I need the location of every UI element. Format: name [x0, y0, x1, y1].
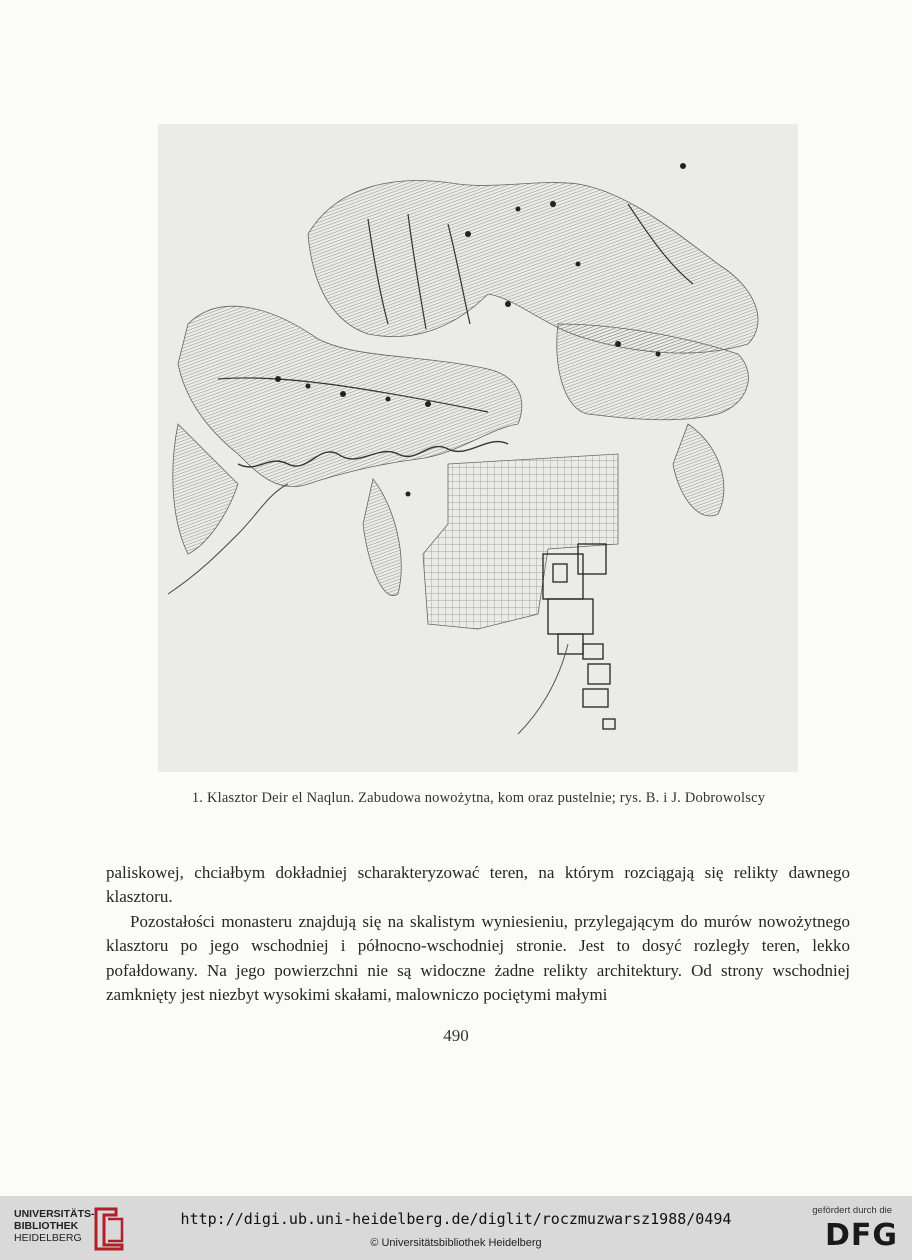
viewer-footer	[0, 1196, 912, 1260]
library-name-line3: HEIDELBERG	[14, 1232, 82, 1244]
paragraph-continuation: paliskowej, chciałbym dokładniej scharakteryzować teren, na którym rozciągają się relikty dawnego klasztoru.	[106, 863, 850, 907]
funding-note: gefördert durch die	[812, 1205, 892, 1216]
copyright-notice: © Universitätsbibliothek Heidelberg	[370, 1237, 542, 1249]
body-text	[106, 861, 850, 1007]
figure-caption: 1. Klasztor Deir el Naqlun. Zabudowa nowożytna, kom oraz pustelnie; rys. B. i J. Dobrowolscy	[191, 790, 766, 806]
dfg-logo[interactable]: DFG	[824, 1218, 898, 1253]
paragraph: Pozostałości monasteru znajdują się na skalistym wyniesieniu, przylegającym do murów nowożytnego klasztoru po jego wschodniej i północno-wschodniej stronie. Jest to dosyć rozległy teren, lekko pofałdowany. Na jego powierzchni nie są widoczne żadne relikty architektury. Od strony wschodniej zamknięty jest niezbyt wysokimi skałami, malowniczo pociętymi małymi	[106, 911, 850, 1005]
library-name-line2: BIBLIOTHEK	[14, 1220, 79, 1232]
site-plan-illustration	[158, 124, 798, 772]
permalink-url[interactable]: http://digi.ub.uni-heidelberg.de/diglit/roczmuzwarsz1988/0494	[180, 1210, 732, 1228]
page-number: 490	[443, 1026, 469, 1045]
library-name-line1: UNIVERSITÄTS-	[14, 1208, 95, 1220]
site-plan-drawing	[158, 124, 798, 772]
